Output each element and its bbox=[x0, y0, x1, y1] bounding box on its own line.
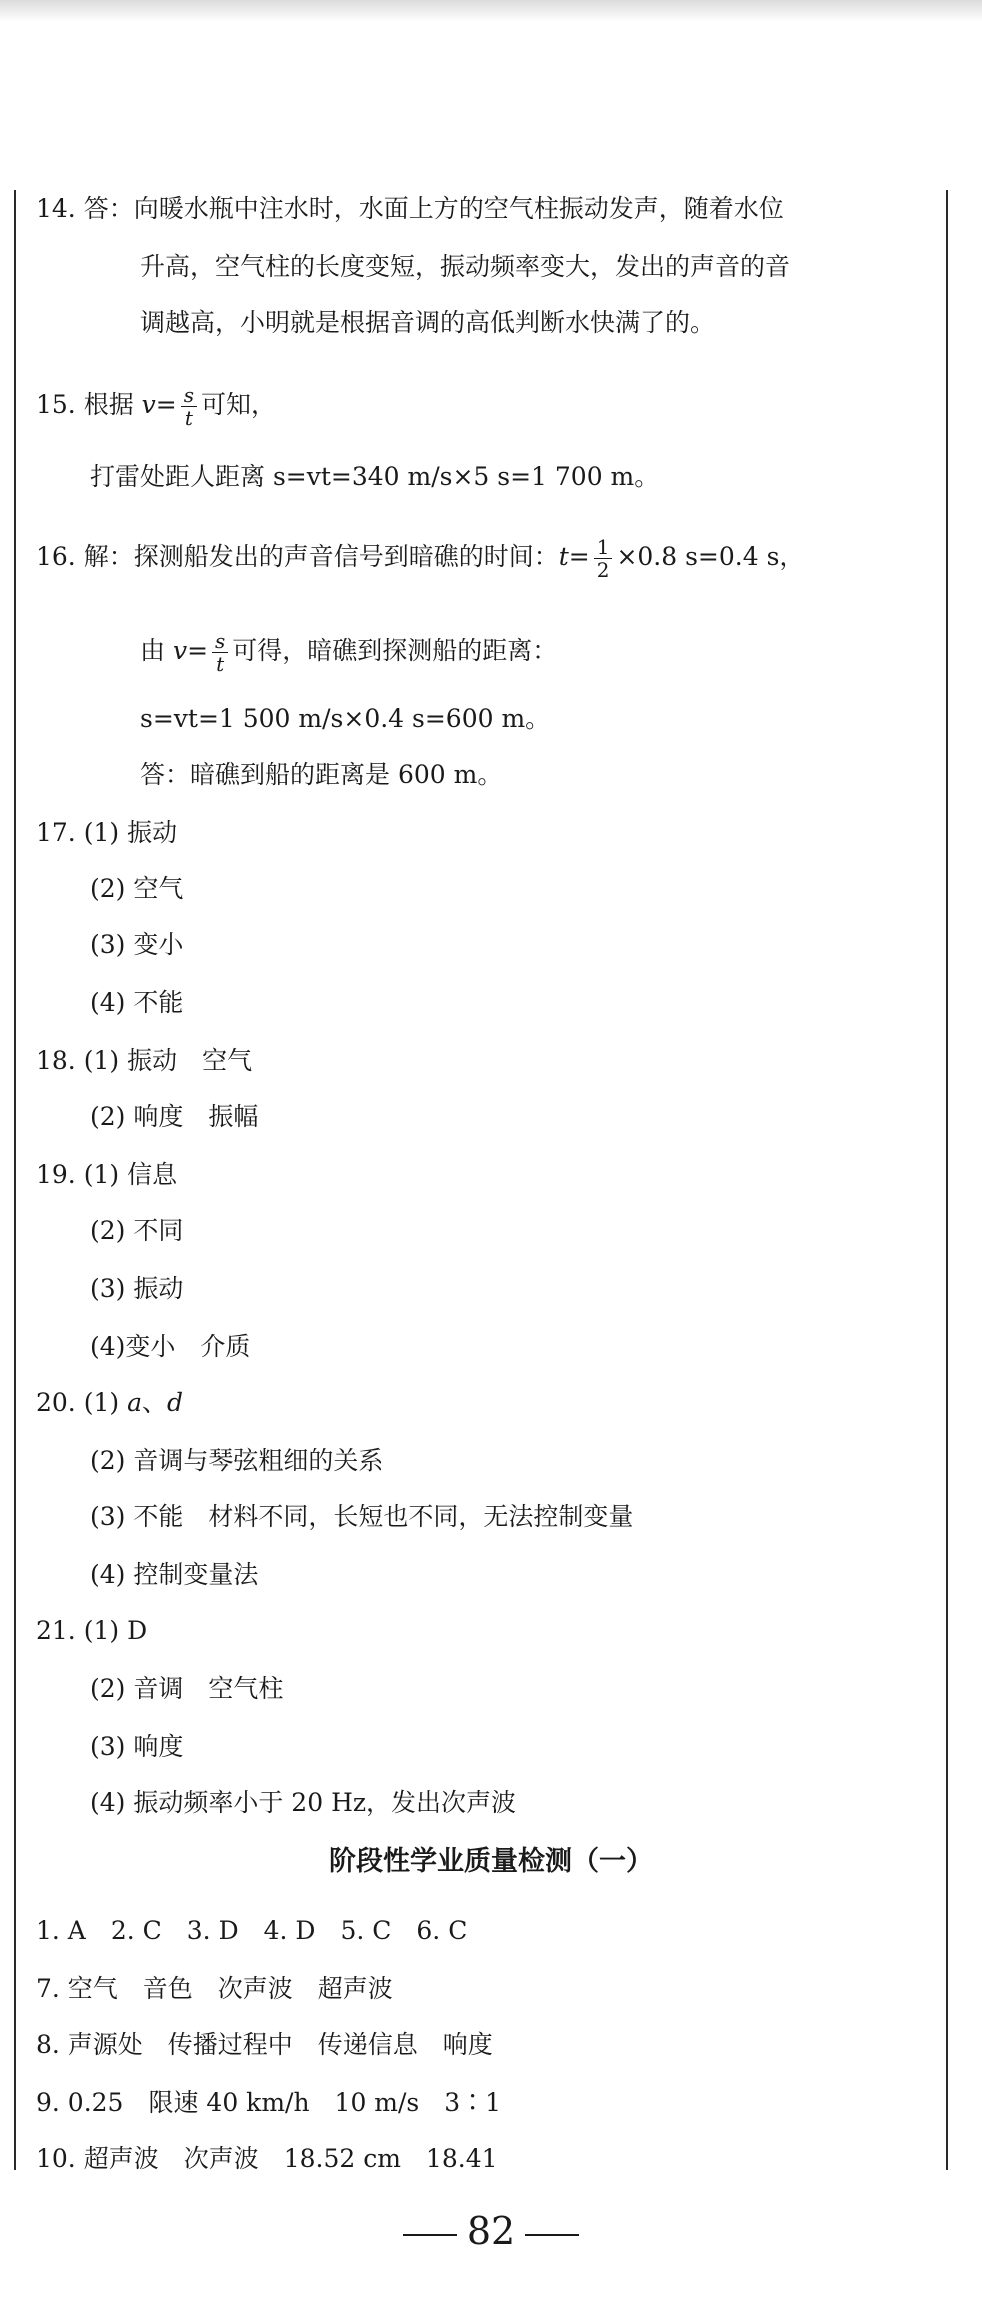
q21-line-4: (4) 振动频率小于 20 Hz，发出次声波 bbox=[90, 1788, 517, 1817]
q19-line-2: (2) 不同 bbox=[90, 1216, 184, 1245]
q21-line-1: 21. (1) D bbox=[36, 1616, 148, 1645]
q16-line2-suffix: 可得，暗礁到探测船的距离： bbox=[232, 636, 558, 665]
q16-line-4: 答：暗礁到船的距离是 600 m。 bbox=[140, 760, 503, 789]
q16-line2-prefix: 由 bbox=[140, 636, 173, 665]
q18-line-2: (2) 响度 振幅 bbox=[90, 1102, 259, 1131]
q16-v: v bbox=[172, 636, 188, 665]
page-number-dash-right bbox=[525, 2234, 579, 2236]
q19-line-4: (4)变小 介质 bbox=[90, 1332, 251, 1361]
q21-line-2: (2) 音调 空气柱 bbox=[90, 1674, 284, 1703]
q16-eq2: = bbox=[187, 636, 209, 665]
q16-t: t bbox=[558, 542, 569, 571]
q17-line-1: 17. (1) 振动 bbox=[36, 818, 178, 847]
answer-line-5: 10. 超声波 次声波 18.52 cm 18.41 bbox=[36, 2144, 498, 2173]
q20-a: a bbox=[127, 1388, 142, 1417]
q17-line-3: (3) 变小 bbox=[90, 930, 184, 959]
q20-line-3: (3) 不能 材料不同，长短也不同，无法控制变量 bbox=[90, 1502, 634, 1531]
answer-line-4: 9. 0.25 限速 40 km/h 10 m/s 3∶1 bbox=[36, 2088, 502, 2117]
q17-line-2: (2) 空气 bbox=[90, 874, 184, 903]
answer-line-2: 7. 空气 音色 次声波 超声波 bbox=[36, 1974, 393, 2003]
page-number-dash-left bbox=[403, 2234, 457, 2236]
q16-fraction-2 bbox=[212, 630, 228, 675]
section-title: 阶段性学业质量检测（一） bbox=[329, 1846, 653, 1877]
q16-suffix: ×0.8 s=0.4 s， bbox=[616, 542, 805, 571]
q15-line-1 bbox=[36, 384, 276, 429]
q15-v: v bbox=[141, 390, 156, 419]
q20-line-1 bbox=[36, 1386, 183, 1420]
q16-frac-num: 1 bbox=[594, 536, 613, 559]
q20-sep: 、 bbox=[141, 1388, 167, 1417]
q16-eq: = bbox=[568, 542, 590, 571]
q15-eq: = bbox=[155, 390, 177, 419]
q14-line-3: 调越高，小明就是根据音调的高低判断水快满了的。 bbox=[140, 308, 716, 337]
q15-suffix: 可知， bbox=[201, 390, 277, 419]
q16-line-3: s=vt=1 500 m/s×0.4 s=600 m。 bbox=[140, 704, 551, 733]
q16-frac2-den: t bbox=[216, 652, 225, 676]
q15-fraction bbox=[181, 384, 197, 429]
q16-prefix: 16. 解：探测船发出的声音信号到暗礁的时间： bbox=[36, 542, 559, 571]
q15-prefix: 15. 根据 bbox=[36, 390, 142, 419]
page-number-footer bbox=[0, 2208, 982, 2254]
q14-line-1: 14. 答：向暖水瓶中注水时，水面上方的空气柱振动发声，随着水位 bbox=[36, 194, 784, 223]
q19-line-3: (3) 振动 bbox=[90, 1274, 184, 1303]
scan-top-band bbox=[0, 0, 982, 22]
q14-line-2: 升高，空气柱的长度变短，振动频率变大，发出的声音的音 bbox=[140, 252, 791, 281]
q20-d: d bbox=[167, 1388, 184, 1417]
q15-frac-num: s bbox=[181, 384, 197, 407]
q15-line-2: 打雷处距人距离 s=vt=340 m/s×5 s=1 700 m。 bbox=[90, 462, 660, 491]
q20-line-2: (2) 音调与琴弦粗细的关系 bbox=[90, 1446, 384, 1475]
q16-fraction bbox=[594, 536, 613, 581]
q16-line-2 bbox=[140, 630, 557, 675]
q18-line-1: 18. (1) 振动 空气 bbox=[36, 1046, 253, 1075]
q16-frac-den: 2 bbox=[596, 558, 610, 582]
q20-prefix: 20. (1) bbox=[36, 1388, 128, 1417]
q16-line-1 bbox=[36, 536, 804, 581]
q17-line-4: (4) 不能 bbox=[90, 988, 184, 1017]
answer-line-1: 1. A 2. C 3. D 4. D 5. C 6. C bbox=[36, 1916, 468, 1945]
q21-line-3: (3) 响度 bbox=[90, 1732, 184, 1761]
q16-frac2-num: s bbox=[212, 630, 228, 653]
q15-frac-den: t bbox=[184, 406, 193, 430]
q19-line-1: 19. (1) 信息 bbox=[36, 1160, 178, 1189]
answer-line-3: 8. 声源处 传播过程中 传递信息 响度 bbox=[36, 2030, 493, 2059]
page-number: 82 bbox=[466, 2209, 516, 2253]
q20-line-4: (4) 控制变量法 bbox=[90, 1560, 259, 1589]
